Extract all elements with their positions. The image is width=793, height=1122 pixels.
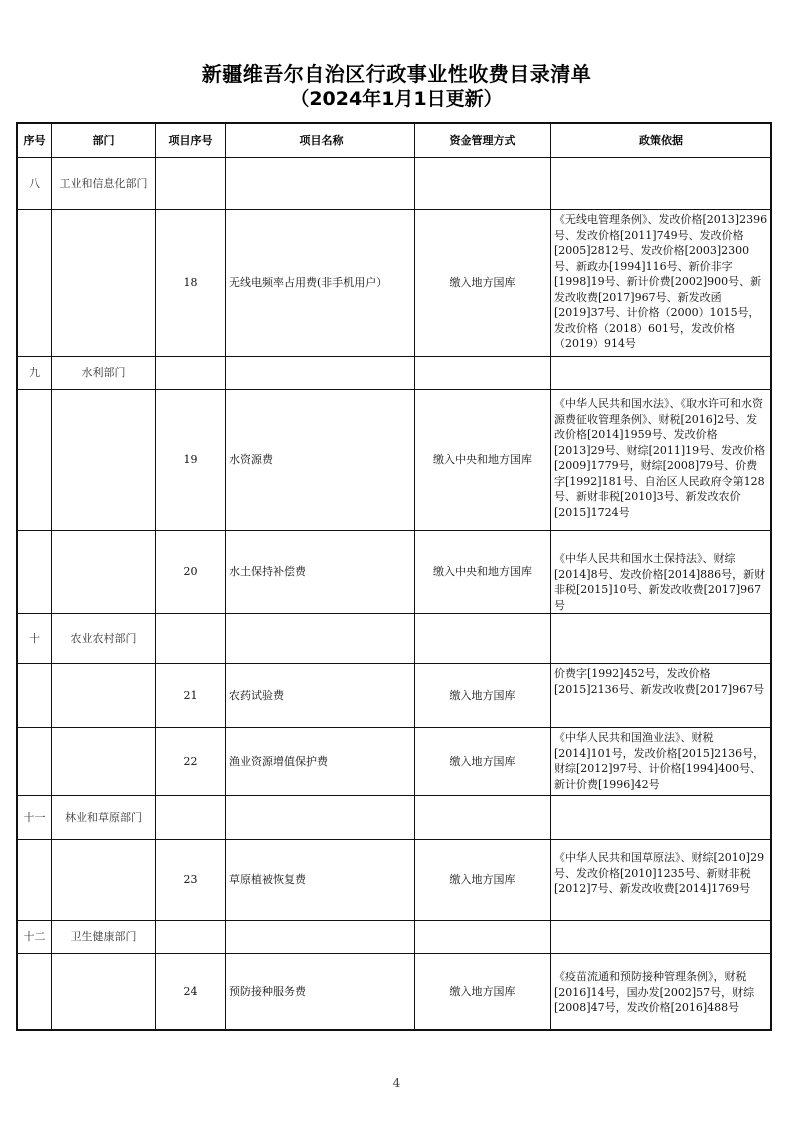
section-seq: 十 [18, 614, 52, 663]
policy-basis [551, 840, 770, 920]
item-name [226, 158, 415, 209]
policy-basis [551, 614, 770, 663]
section-dept: 水利部门 [52, 357, 156, 389]
table-row [18, 840, 770, 921]
fund-method [415, 614, 551, 663]
row-seq [18, 390, 52, 530]
item-no [156, 357, 226, 389]
row-seq [18, 840, 52, 920]
section-seq: 九 [18, 357, 52, 389]
fund-method: 缴入地方国库 [415, 954, 551, 1029]
fund-method: 缴入地方国库 [415, 840, 551, 920]
policy-basis [551, 390, 770, 530]
item-no: 24 [156, 954, 226, 1029]
section-dept: 林业和草原部门 [52, 796, 156, 839]
item-name [226, 796, 415, 839]
item-name: 无线电频率占用费(非手机用户） [226, 210, 415, 356]
row-dept [52, 728, 156, 795]
fund-method: 缴入中央和地方国库 [415, 531, 551, 613]
policy-basis [551, 728, 770, 795]
item-no: 18 [156, 210, 226, 356]
table-row [18, 728, 770, 796]
section-dept: 农业农村部门 [52, 614, 156, 663]
table-row [18, 531, 770, 614]
policy-basis-text: 价费字[1992]452号，发改价格[2015]2136号、新发改收费[2017]967号 [554, 667, 765, 696]
section-seq: 十二 [18, 921, 52, 953]
policy-basis-text: 《中华人民共和国草原法》、财综[2010]29号、发改价格[2010]1235号、新财非税[2012]7号、新发改收费[2014]1769号 [554, 851, 765, 895]
row-seq [18, 728, 52, 795]
item-name: 农药试验费 [226, 664, 415, 727]
header-dept: 部门 [52, 124, 156, 157]
document-title: 新疆维吾尔自治区行政事业性收费目录清单 [201, 62, 592, 86]
item-no [156, 921, 226, 953]
row-dept [52, 954, 156, 1029]
fund-method [415, 796, 551, 839]
section-row [18, 921, 770, 954]
header-fund: 资金管理方式 [415, 124, 551, 157]
item-name: 水资源费 [226, 390, 415, 530]
header-item-no: 项目序号 [156, 124, 226, 157]
policy-basis-text: 《无线电管理条例》、发改价格[2013]2396号、发改价格[2011]749号、发改价格[2005]2812号、发改价格[2003]2300号、新政办[1994]116号、新价非字[1998]19号、新计价费[2002]900号、新发改收费[2017]967号、新发改函[2019]37号、计价格（2000）1015号，发改价格（2018）601号，发改价格（2019）914号 [554, 213, 768, 350]
item-no [156, 796, 226, 839]
section-row [18, 357, 770, 390]
section-row [18, 158, 770, 210]
row-dept [52, 531, 156, 613]
section-seq: 十一 [18, 796, 52, 839]
header-seq: 序号 [18, 124, 52, 157]
policy-basis [551, 210, 770, 356]
policy-basis-text: 《中华人民共和国水法》、《取水许可和水资源费征收管理条例》、财税[2016]2号、发改价格[2014]1959号、发改价格[2013]29号、财综[2011]19号、发改价格[2009]1779号，财综[2008]79号、价费字[1992]181号、自治区人民政府令第128号、新财非税[2010]3号、新发改农价[2015]1724号 [554, 397, 766, 519]
row-dept [52, 664, 156, 727]
item-no: 23 [156, 840, 226, 920]
policy-basis [551, 158, 770, 209]
item-name: 水土保持补偿费 [226, 531, 415, 613]
row-dept [52, 390, 156, 530]
row-seq [18, 664, 52, 727]
fund-method: 缴入地方国库 [415, 664, 551, 727]
policy-basis-text: 《疫苗流通和预防接种管理条例》，财税[2016]14号，国办发[2002]57号，财综[2008]47号，发改价格[2016]488号 [554, 970, 755, 1015]
item-name: 预防接种服务费 [226, 954, 415, 1029]
section-row [18, 796, 770, 840]
item-no: 22 [156, 728, 226, 795]
row-seq [18, 210, 52, 356]
item-name [226, 357, 415, 389]
section-seq: 八 [18, 158, 52, 209]
policy-basis-text: 《中华人民共和国水土保持法》、财综[2014]8号、发改价格[2014]886号，新财非税[2015]10号、新发改收费[2017]967号 [554, 552, 766, 612]
item-no: 20 [156, 531, 226, 613]
fund-method: 缴入地方国库 [415, 728, 551, 795]
section-dept: 工业和信息化部门 [52, 158, 156, 209]
row-seq [18, 531, 52, 613]
section-row [18, 614, 770, 664]
row-seq [18, 954, 52, 1029]
table-row [18, 390, 770, 531]
fund-method [415, 921, 551, 953]
item-no [156, 158, 226, 209]
table-row [18, 954, 770, 1029]
item-name: 渔业资源增值保护费 [226, 728, 415, 795]
policy-basis [551, 796, 770, 839]
policy-basis [551, 921, 770, 953]
fund-method: 缴入中央和地方国库 [415, 390, 551, 530]
header-basis: 政策依据 [639, 133, 683, 147]
item-no: 21 [156, 664, 226, 727]
row-dept [52, 840, 156, 920]
fund-method: 缴入地方国库 [415, 210, 551, 356]
table-row [18, 210, 770, 357]
item-no: 19 [156, 390, 226, 530]
policy-basis [551, 664, 770, 727]
fund-method [415, 357, 551, 389]
policy-basis [551, 357, 770, 389]
table-header-row [18, 124, 770, 158]
header-item-name: 项目名称 [226, 124, 415, 157]
item-name [226, 614, 415, 663]
fee-table [16, 122, 772, 1031]
item-name: 草原植被恢复费 [226, 840, 415, 920]
section-dept: 卫生健康部门 [52, 921, 156, 953]
item-name [226, 921, 415, 953]
table-row [18, 664, 770, 728]
page-number: 4 [392, 1076, 401, 1090]
policy-basis [551, 954, 770, 1029]
document-subtitle: （2024年1月1日更新） [290, 88, 503, 110]
policy-basis [551, 531, 770, 613]
item-no [156, 614, 226, 663]
row-dept [52, 210, 156, 356]
fund-method [415, 158, 551, 209]
policy-basis-text: 《中华人民共和国渔业法》、财税[2014]101号，发改价格[2015]2136号，财综[2012]97号、计价格[1994]400号、新计价费[1996]42号 [554, 731, 765, 791]
